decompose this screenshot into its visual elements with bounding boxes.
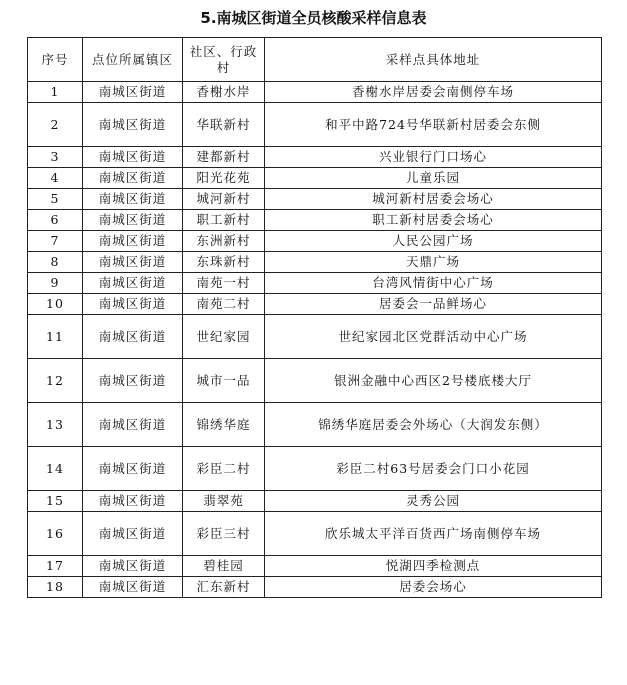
row-district: 南城区街道 xyxy=(83,210,183,231)
row-no: 10 xyxy=(28,294,83,315)
table-row xyxy=(28,359,602,403)
table-row xyxy=(28,189,602,210)
row-no: 6 xyxy=(28,210,83,231)
row-district: 南城区街道 xyxy=(83,447,183,491)
row-district: 南城区街道 xyxy=(83,491,183,512)
row-community: 东珠新村 xyxy=(183,252,265,273)
row-district: 南城区街道 xyxy=(83,556,183,577)
row-district: 南城区街道 xyxy=(83,103,183,147)
row-address: 灵秀公园 xyxy=(265,491,602,512)
row-address: 居委会场心 xyxy=(265,577,602,598)
row-no: 13 xyxy=(28,403,83,447)
row-address: 天鼎广场 xyxy=(265,252,602,273)
row-address: 和平中路724号华联新村居委会东侧 xyxy=(265,103,602,147)
row-no: 15 xyxy=(28,491,83,512)
header-address: 采样点具体地址 xyxy=(265,38,602,82)
row-district: 南城区街道 xyxy=(83,189,183,210)
row-community: 职工新村 xyxy=(183,210,265,231)
row-no: 17 xyxy=(28,556,83,577)
table-row xyxy=(28,512,602,556)
table-row xyxy=(28,403,602,447)
sampling-info-table xyxy=(27,37,602,598)
row-community: 南苑二村 xyxy=(183,294,265,315)
table-row xyxy=(28,82,602,103)
row-community: 华联新村 xyxy=(183,103,265,147)
row-no: 8 xyxy=(28,252,83,273)
table-header-row xyxy=(28,38,602,82)
table-row xyxy=(28,556,602,577)
row-address: 兴业银行门口场心 xyxy=(265,147,602,168)
row-no: 14 xyxy=(28,447,83,491)
row-no: 2 xyxy=(28,103,83,147)
table-row xyxy=(28,315,602,359)
row-community: 南苑一村 xyxy=(183,273,265,294)
row-community: 碧桂园 xyxy=(183,556,265,577)
table-row xyxy=(28,168,602,189)
row-district: 南城区街道 xyxy=(83,359,183,403)
row-community: 城市一品 xyxy=(183,359,265,403)
row-district: 南城区街道 xyxy=(83,82,183,103)
row-address: 悦湖四季检测点 xyxy=(265,556,602,577)
row-district: 南城区街道 xyxy=(83,577,183,598)
row-address: 银洲金融中心西区2号楼底楼大厅 xyxy=(265,359,602,403)
table-row xyxy=(28,294,602,315)
table-row xyxy=(28,491,602,512)
row-district: 南城区街道 xyxy=(83,315,183,359)
row-district: 南城区街道 xyxy=(83,231,183,252)
row-no: 9 xyxy=(28,273,83,294)
table-row xyxy=(28,103,602,147)
row-address: 居委会一品鲜场心 xyxy=(265,294,602,315)
row-address: 儿童乐园 xyxy=(265,168,602,189)
header-district: 点位所属镇区 xyxy=(83,38,183,82)
row-district: 南城区街道 xyxy=(83,512,183,556)
row-community: 阳光花苑 xyxy=(183,168,265,189)
row-address: 人民公园广场 xyxy=(265,231,602,252)
row-district: 南城区街道 xyxy=(83,252,183,273)
row-community: 翡翠苑 xyxy=(183,491,265,512)
row-community: 世纪家园 xyxy=(183,315,265,359)
row-address: 世纪家园北区党群活动中心广场 xyxy=(265,315,602,359)
row-community: 城河新村 xyxy=(183,189,265,210)
row-address: 锦绣华庭居委会外场心（大润发东侧） xyxy=(265,403,602,447)
row-district: 南城区街道 xyxy=(83,403,183,447)
row-no: 18 xyxy=(28,577,83,598)
table-row xyxy=(28,577,602,598)
table-row xyxy=(28,210,602,231)
row-community: 汇东新村 xyxy=(183,577,265,598)
table-row xyxy=(28,252,602,273)
row-no: 11 xyxy=(28,315,83,359)
row-address: 职工新村居委会场心 xyxy=(265,210,602,231)
header-community: 社区、行政村 xyxy=(183,38,265,82)
row-no: 1 xyxy=(28,82,83,103)
row-district: 南城区街道 xyxy=(83,294,183,315)
table-row xyxy=(28,147,602,168)
row-community: 建都新村 xyxy=(183,147,265,168)
page-title: 5.南城区街道全员核酸采样信息表 xyxy=(200,9,427,27)
table-row xyxy=(28,231,602,252)
table-row xyxy=(28,447,602,491)
row-community: 彩臣三村 xyxy=(183,512,265,556)
row-address: 城河新村居委会场心 xyxy=(265,189,602,210)
row-district: 南城区街道 xyxy=(83,168,183,189)
row-community: 香榭水岸 xyxy=(183,82,265,103)
row-community: 东洲新村 xyxy=(183,231,265,252)
header-no: 序号 xyxy=(28,38,83,82)
row-address: 彩臣二村63号居委会门口小花园 xyxy=(265,447,602,491)
row-community: 彩臣二村 xyxy=(183,447,265,491)
table-row xyxy=(28,273,602,294)
row-district: 南城区街道 xyxy=(83,273,183,294)
row-address: 香榭水岸居委会南侧停车场 xyxy=(265,82,602,103)
row-address: 欣乐城太平洋百货西广场南侧停车场 xyxy=(265,512,602,556)
row-district: 南城区街道 xyxy=(83,147,183,168)
row-no: 7 xyxy=(28,231,83,252)
row-no: 5 xyxy=(28,189,83,210)
row-no: 12 xyxy=(28,359,83,403)
row-no: 4 xyxy=(28,168,83,189)
row-community: 锦绣华庭 xyxy=(183,403,265,447)
row-address: 台湾风情街中心广场 xyxy=(265,273,602,294)
row-no: 16 xyxy=(28,512,83,556)
row-no: 3 xyxy=(28,147,83,168)
